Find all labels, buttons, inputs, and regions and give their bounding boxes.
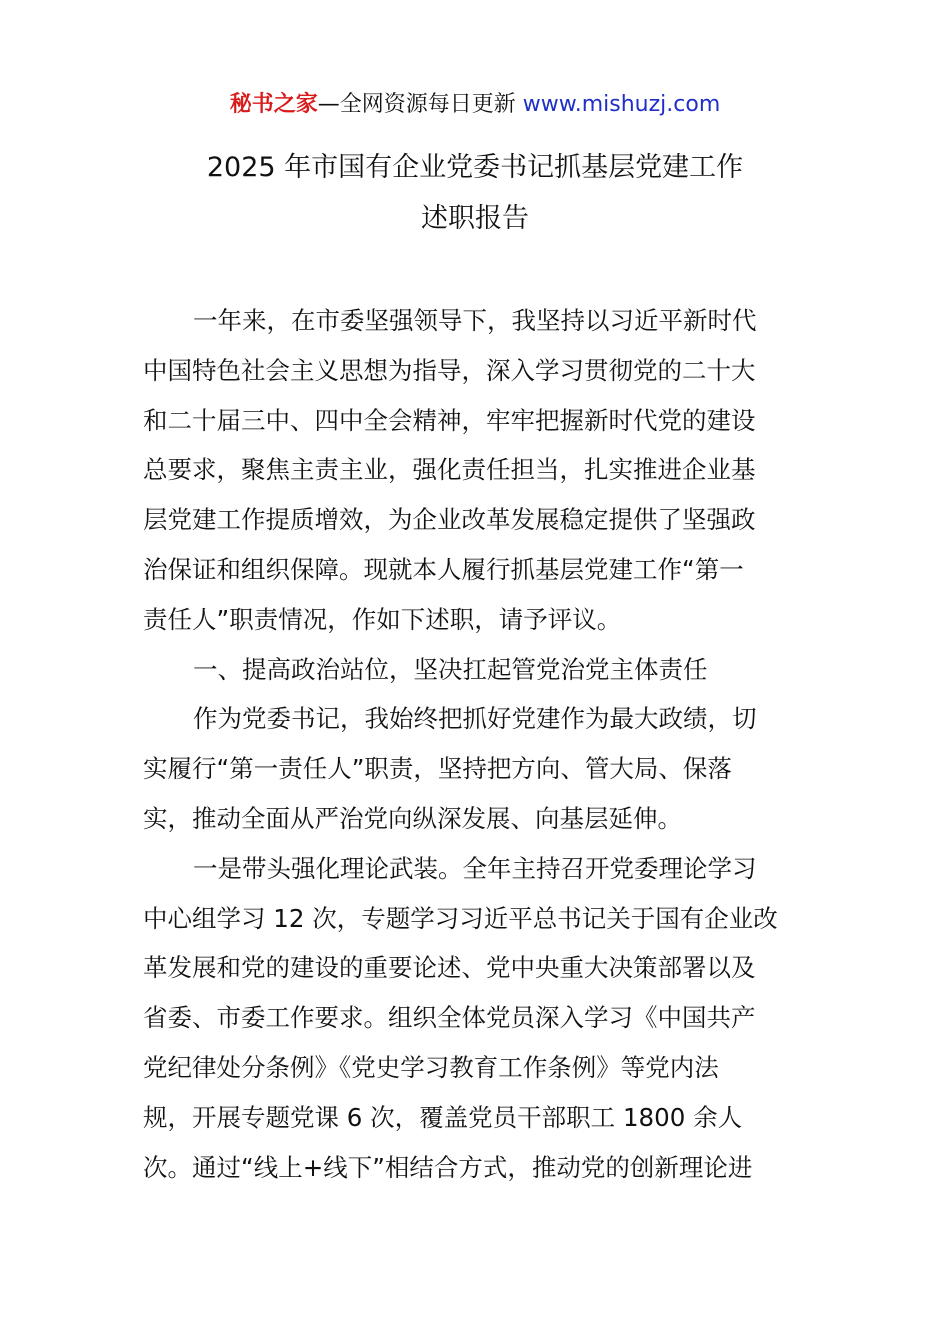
paragraph-line: 治保证和组织保障。现就本人履行抓基层党建工作“第一 — [143, 554, 744, 584]
header-tagline: —全网资源每日更新 — [317, 92, 523, 117]
paragraph-line: 实履行“第一责任人”职责，坚持把方向、管大局、保落 — [143, 754, 732, 784]
paragraph-line: 省委、市委工作要求。组织全体党员深入学习《中国共产 — [143, 1003, 756, 1033]
paragraph-line: 一是带头强化理论武装。全年主持召开党委理论学习 — [193, 853, 757, 883]
section-heading: 一、提高政治站位，坚决扛起管党治党主体责任 — [193, 654, 708, 684]
site-header — [0, 88, 950, 122]
document-body — [143, 296, 808, 1192]
paragraph-line: 中心组学习 12 次，专题学习习近平总书记关于国有企业改 — [143, 903, 778, 933]
paragraph-line: 中国特色社会主义思想为指导，深入学习贯彻党的二十大 — [143, 355, 756, 385]
paragraph-line: 规，开展专题党课 6 次，覆盖党员干部职工 1800 余人 — [143, 1102, 743, 1132]
brand-name: 秘书之家 — [229, 92, 318, 117]
paragraph-line: 总要求，聚焦主责主业，强化责任担当，扎实推进企业基 — [143, 455, 756, 485]
document-title-line-2: 述职报告 — [421, 203, 529, 234]
paragraph-line: 层党建工作提质增效，为企业改革发展稳定提供了坚强政 — [143, 505, 756, 535]
paragraph-line: 和二十届三中、四中全会精神，牢牢把握新时代党的建设 — [143, 405, 756, 435]
paragraph-line: 实，推动全面从严治党向纵深发展、向基层延伸。 — [143, 803, 682, 833]
paragraph-line: 革发展和党的建设的重要论述、党中央重大决策部署以及 — [143, 953, 756, 983]
document-title-line-1: 2025 年市国有企业党委书记抓基层党建工作 — [206, 152, 744, 183]
paragraph-line: 党纪律处分条例》《党史学习教育工作条例》等党内法 — [143, 1052, 719, 1082]
paragraph-line: 次。通过“线上+线下”相结合方式，推动党的创新理论进 — [143, 1152, 753, 1182]
paragraph-line: 一年来，在市委坚强领导下，我坚持以习近平新时代 — [193, 306, 757, 335]
site-link[interactable]: www.mishuzj.com — [522, 92, 721, 117]
paragraph-line: 责任人”职责情况，作如下述职，请予评议。 — [143, 604, 622, 634]
paragraph-line: 作为党委书记，我始终把抓好党建作为最大政绩，切 — [193, 704, 757, 734]
